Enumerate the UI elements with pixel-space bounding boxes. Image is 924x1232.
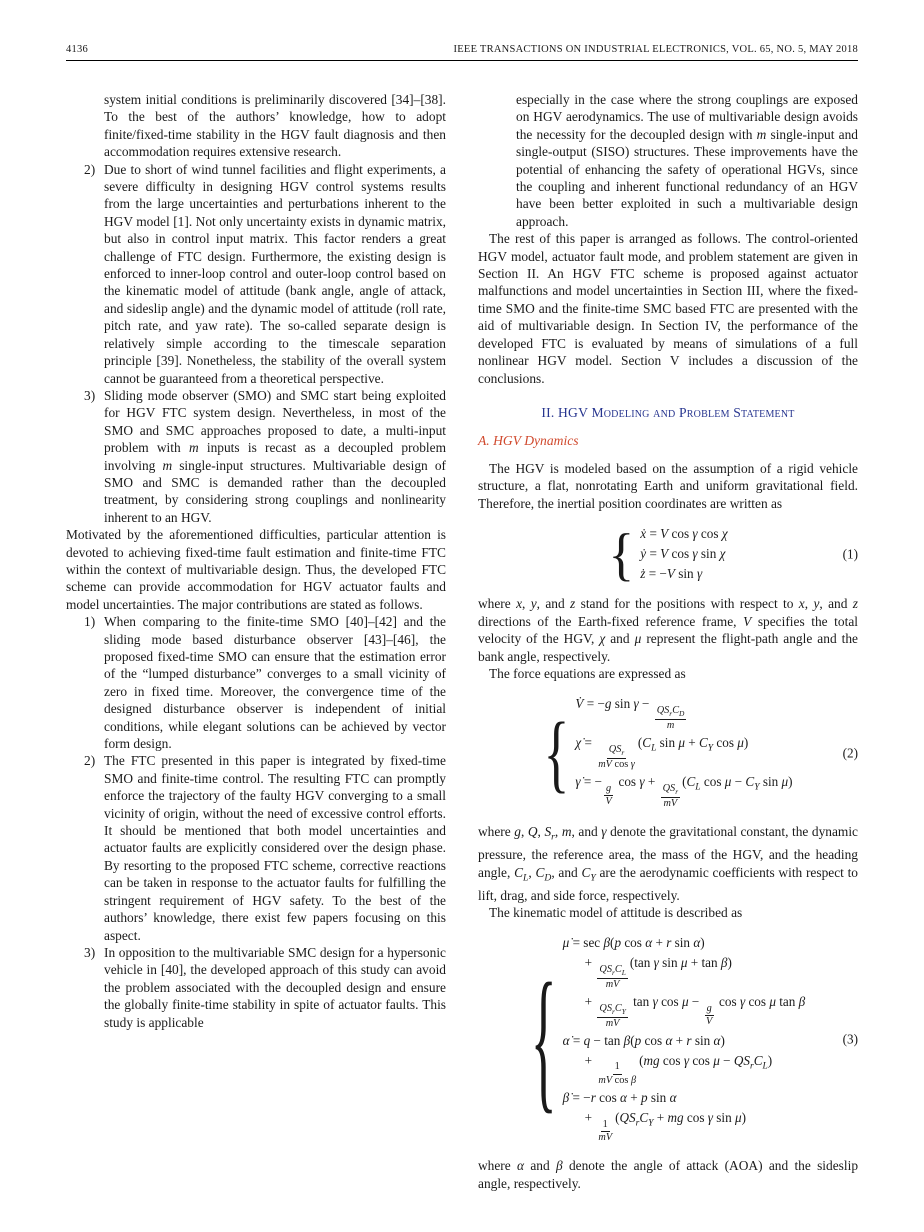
paragraph-kinematic-intro: The kinematic model of attitude is described as: [489, 905, 743, 921]
paragraph-modeling: The HGV is modeled based on the assumption of a rigid vehicle structure, a flat, nonrotating Earth and uniform gravitational field. Therefore, the inertial position coordinates are written as: [478, 460, 858, 511]
contribution-item-1: [66, 613, 446, 752]
paragraph-where-eq2: where g, Q, $S_r$, m, and γ denote the gravitational constant, the dynamic pressure, the reference area, the mass of the HGV, and the heading angle, $C_L$, $C_D$, and $C_Y$ are the aerodynamic coefficients with respect to lift, drag, and side force, respectively.: [478, 824, 859, 903]
equation-number: (3): [842, 1031, 858, 1047]
right-column: [478, 91, 858, 1192]
equation-line: χ̇ = $\frac{QS_r}{\text{mV cos γ}}$ ($C_L$ $\sin \mu + C_Y$ cos μ): [575, 735, 749, 770]
equation-1: [478, 521, 858, 587]
equation-line: ż = −V sin γ: [640, 565, 703, 581]
two-column-body: [66, 91, 858, 1192]
list-number: 3): [84, 387, 96, 403]
equation-lines: [563, 932, 806, 1146]
equation-brace: {: [543, 704, 570, 801]
list-item-3: [66, 387, 446, 526]
list-number: 3): [84, 944, 96, 960]
paragraph-item1-continuation: system initial conditions is preliminarily discovered [34]–[38]. To the best of the authors’ knowledge, how to adopt finite/fixed-time stability in the HGV fault diagnosis and then accommodation requires extensive research.: [104, 92, 446, 160]
equation-line: μ̇ = sec β(p cos α + r sin α): [562, 935, 705, 951]
contribution-item-2: [66, 752, 446, 943]
equation-3: [478, 932, 858, 1146]
list-number: 1): [84, 614, 96, 630]
equation-line: V̇ = −g sin γ − $\frac{QS_rC_D}{m}$: [575, 696, 685, 731]
list-text: The FTC presented in this paper is integrated by fixed-time SMO and finite-time control. The resulting FTC can promptly enforce the trajectory of the faulty HGV converging to a small vicinity of origin, without the need of excessive control efforts. It should be mentioned that both model uncertainties and actuator faults are explicitly considered over the design phase. By resorting to the proposed FTC scheme, corrective reactions can be taken in response to the actuator faults for fulfilling the stringent requirement of HGV safety. To the best of the authors’ knowledge, there exist few papers focusing on this aspect.: [104, 753, 446, 943]
equation-line: + $\frac{1}{mV}$ ($QS_rC_Y$ + mg cos γ sin μ): [584, 1109, 746, 1143]
equation-lines: [575, 693, 792, 812]
list-text: In opposition to the multivariable SMC design for a hypersonic vehicle in [40], the developed approach of this study can avoid the problem associated with the decoupled design and ensure the globally finite-time stability in spite of actuator faults. This study is applicable: [104, 944, 446, 1030]
equation-brace: {: [608, 521, 635, 587]
paragraph-outline: The rest of this paper is arranged as follows. The control-oriented HGV model, actuator fault mode, and problem statement are given in Section II. An HGV FTC scheme is proposed against actuator malfunctions and model uncertainties in Section III, where the fixed-time SMO and the finite-time SMC based FTC are presented with the aid of multivariable design. In Section IV, the performance of the developed FTC is evaluated by means of simulations of a full nonlinear HGV model. Section V includes a discussion of the conclusions.: [478, 231, 858, 386]
equation-2: [478, 693, 858, 812]
equation-brace: {: [530, 950, 557, 1128]
paragraph-motivated: Motivated by the aforementioned difficulties, particular attention is devoted to achieving fixed-time fault estimation and finite-time FTC within the context of multivariable design. Thus, the developed FTC scheme can provide accommodation for HGV actuator faults and model uncertainties. The major contributions are stated as follows.: [66, 527, 446, 612]
paragraph-item-continuation: especially in the case where the strong couplings are exposed on HGV aerodynamics. The use of multivariable design avoids the necessity for the decoupled design with m single-input and single-output (SISO) structures. These improvements have the potential of enhancing the safety of operational HGVs, since the coupling and inherent functional redundancy of an HGV have been better exploited in such a multivariable design approach.: [516, 92, 858, 229]
list-number: 2): [84, 161, 96, 177]
equation-number: (1): [842, 545, 858, 561]
list-item-2: [66, 161, 446, 387]
paragraph-where-eq3: where α and β denote the angle of attack (AOA) and the sideslip angle, respectively.: [478, 1158, 859, 1191]
equation-line: ẏ = V cos γ sin χ: [640, 545, 726, 561]
list-text: Due to short of wind tunnel facilities and flight experiments, a severe difficulty in designing HGV control systems results from the large uncertainties and perturbations inherent to the HGV model [1]. Not only uncertainty exists in dynamic matrix, but also in control input matrix. This factor renders a great challenge of FTC design. Furthermore, the existing design is enforced to inner-loop control and outer-loop control based on the kinematic model of attitude (bank angle, angle of attack, and sideslip angle) and the dynamic model of attitude (roll rate, pitch rate, and yaw rate). The so-called separate design is relatively simple according to the timescale separation principle [39]. Nonetheless, the stability of the overall system cannot be guaranteed from a theoretical perspective.: [104, 161, 446, 386]
equation-number: (2): [842, 745, 858, 761]
list-text: When comparing to the finite-time SMO [40]–[42] and the sliding mode based disturbance observer [43]–[46], the proposed fixed-time SMO can ensure that the estimation error of the “lumped disturbance” converges to a small vicinity of zero in fixed time. Moreover, the convergence time of the designed disturbance observer is independent of initial conditions, while elegant solutions can be achieved by vector form design.: [104, 614, 446, 752]
equation-line: α̇ = q − tan β(p cos α + r sin α): [562, 1033, 725, 1049]
paragraph-force-intro: The force equations are expressed as: [489, 666, 686, 681]
equation-line: + $\frac{QS_rC_L}{mV}$ (tan γ sin μ + tan β): [584, 955, 732, 990]
equation-line: β̇ = −r cos α + p sin α: [562, 1090, 677, 1106]
equation-lines: [640, 523, 727, 584]
equation-line: ẋ = V cos γ cos χ: [640, 525, 728, 541]
list-number: 2): [84, 753, 96, 769]
section-heading-2: II. HGV Modeling and Problem Statement: [541, 404, 795, 420]
page-header: [66, 44, 858, 55]
paragraph-where-eq1: where x, y, and z stand for the positions with respect to x, y, and z directions of the Earth-fixed reference frame, V specifies the total velocity of the HGV, χ and μ represent the flight-path angle and the bank angle, respectively.: [478, 596, 859, 664]
equation-line: + $\frac{QS_rC_Y}{mV}$ tan γ cos μ − $\frac{g}{V}$ cos γ cos μ tan β: [584, 994, 806, 1029]
header-rule: [66, 60, 858, 61]
left-column: [66, 91, 446, 1192]
subsection-heading-a: A. HGV Dynamics: [478, 433, 579, 449]
page-number: 4136: [66, 44, 88, 55]
equation-line: + $\frac{1}{\text{mV cos β}}$ (mg cos γ $\cos \mu - QS_rC_L$): [584, 1052, 773, 1086]
contribution-item-3: [66, 944, 446, 1031]
equation-line: γ̇ = − $\frac{g}{V}$ cos γ + $\frac{QS_r}{mV}$ ($C_L$ $\cos \mu - C_Y$ sin μ): [575, 774, 793, 809]
journal-title: IEEE TRANSACTIONS ON INDUSTRIAL ELECTRONICS, VOL. 65, NO. 5, MAY 2018: [453, 44, 858, 55]
list-text: Sliding mode observer (SMO) and SMC start being exploited for HGV FTC system design. Nevertheless, in most of the SMO and SMC approaches proposed to date, a multi-input problem with m inputs is recast as a decoupled problem involving m single-input structures. Multivariable design of SMO and SMC is demanded rather than the decoupled treatment, by considering strong couplings and nonlinearity inherent to an HGV.: [104, 387, 446, 525]
